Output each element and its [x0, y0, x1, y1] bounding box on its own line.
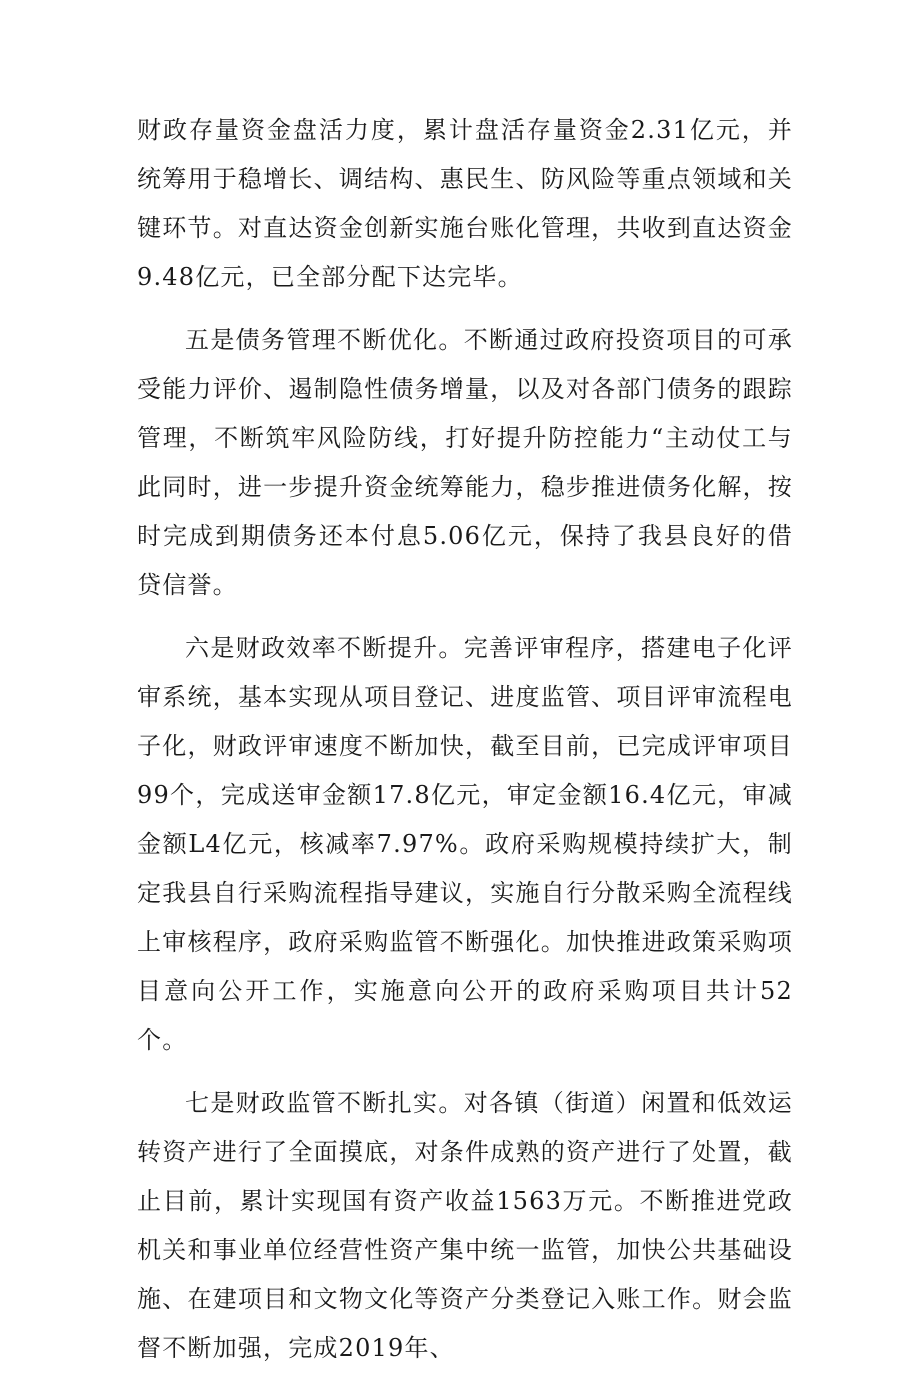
document-body: [137, 106, 793, 1387]
paragraph-fiscal-efficiency: 六是财政效率不断提升。完善评审程序，搭建电子化评审系统，基本实现从项目登记、进度监管、项目评审流程电子化，财政评审速度不断加快，截至目前，已完成评审项目99个，完成送审金额17.8亿元，审定金额16.4亿元，审减金额L4亿元，核减率7.97%。政府采购规模持续扩大，制定我县自行采购流程指导建议，实施自行分散采购全流程线上审核程序，政府采购监管不断强化。加快推进政策采购项目意向公开工作，实施意向公开的政府采购项目共计52个。: [137, 634, 793, 1054]
paragraph-continuation: 财政存量资金盘活力度，累计盘活存量资金2.31亿元，并统筹用于稳增长、调结构、惠民生、防风险等重点领域和关键环节。对直达资金创新实施台账化管理，共收到直达资金9.48亿元，已全部分配下达完毕。: [137, 116, 793, 291]
paragraph-debt-management: 五是债务管理不断优化。不断通过政府投资项目的可承受能力评价、遏制隐性债务增量，以及对各部门债务的跟踪管理，不断筑牢风险防线，打好提升防控能力“主动仗工与此同时，进一步提升资金统筹能力，稳步推进债务化解，按时完成到期债务还本付息5.06亿元，保持了我县良好的借贷信誉。: [137, 326, 793, 599]
paragraph-fiscal-supervision: 七是财政监管不断扎实。对各镇（街道）闲置和低效运转资产进行了全面摸底，对条件成熟的资产进行了处置，截止目前，累计实现国有资产收益1563万元。不断推进党政机关和事业单位经营性资产集中统一监管，加快公共基础设施、在建项目和文物文化等资产分类登记入账工作。财会监督不断加强，完成2019年、: [137, 1089, 793, 1362]
